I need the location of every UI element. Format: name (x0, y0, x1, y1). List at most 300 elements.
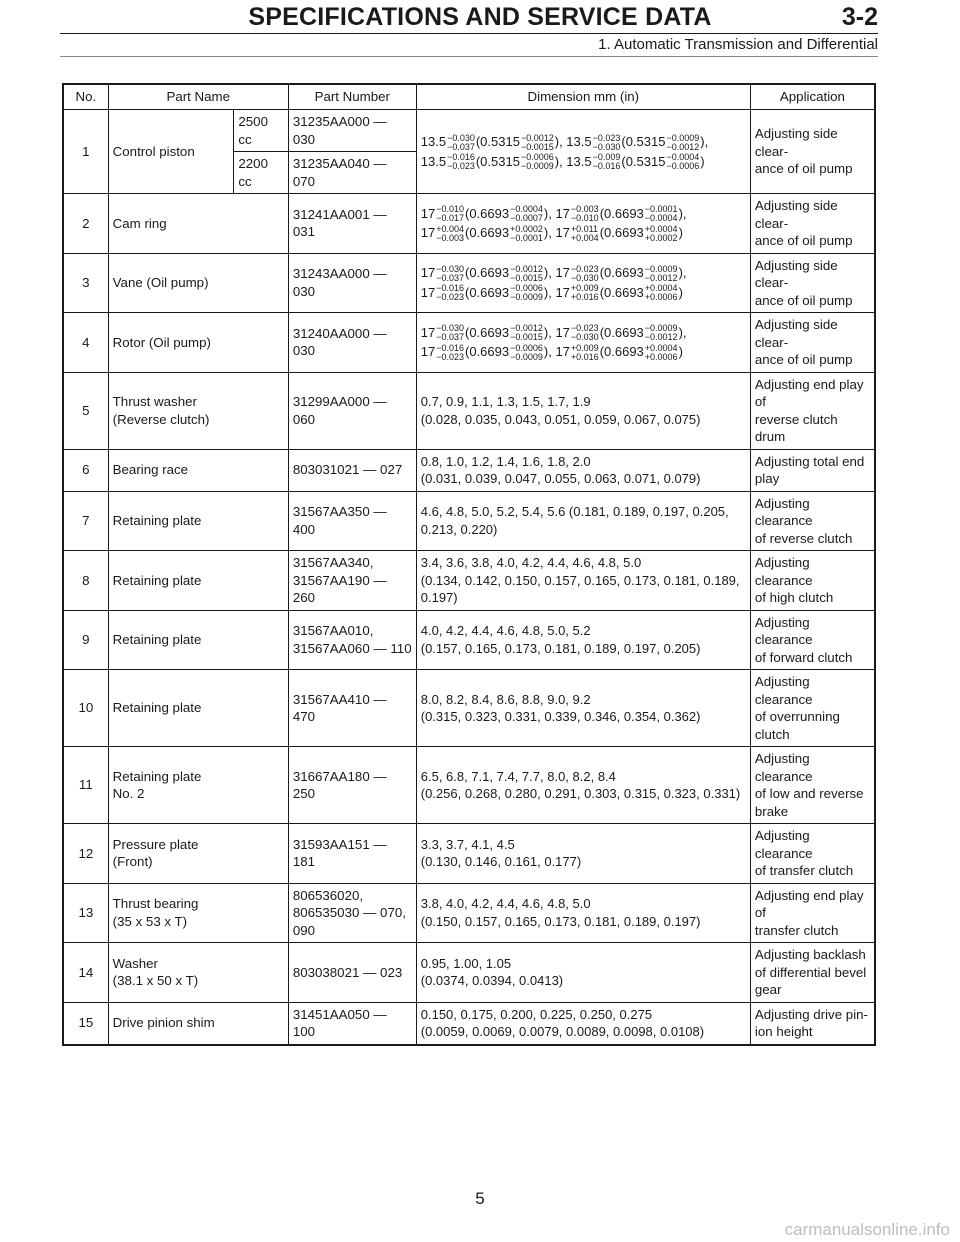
tolerance (521, 134, 554, 152)
tolerance (645, 344, 678, 362)
tolerance-upper: −0.0004 (666, 152, 700, 163)
text-line: 31243AA000 — 030 (292, 266, 387, 299)
dimension-value: 17 (420, 225, 436, 241)
application (750, 491, 875, 551)
text-line: Adjusting drive pin- (754, 1006, 868, 1022)
part-name (108, 670, 288, 747)
part-number (288, 194, 416, 254)
dimension (416, 313, 750, 373)
dimension-value: 17 (420, 324, 436, 340)
dimension (416, 491, 750, 551)
tolerance-lower: −0.0006 (666, 161, 700, 172)
text-line: Vane (Oil pump) (112, 275, 209, 290)
text-line: 31567AA340, (292, 555, 374, 570)
application (750, 313, 875, 373)
text-line: 31567AA350 — 400 (292, 504, 387, 537)
text-line: 0.197) (420, 590, 458, 605)
text-line: Adjusting side clear- (754, 198, 838, 231)
dimension-value: (0.6693 (465, 344, 510, 360)
part-name (108, 1002, 288, 1045)
dimension-value: (0.5315 (475, 153, 520, 169)
dimension-line (421, 223, 746, 243)
tolerance (645, 284, 678, 302)
text-line: Retaining plate (112, 513, 202, 528)
application (750, 824, 875, 884)
text-line: Adjusting end play of (754, 376, 864, 409)
header-divider-lower (60, 56, 878, 57)
tolerance-lower: −0.003 (436, 232, 464, 243)
row-number: 9 (63, 610, 108, 670)
part-name (108, 824, 288, 884)
tolerance-lower: −0.0001 (510, 232, 543, 243)
tolerance-lower: +0.0006 (644, 351, 678, 362)
section-subtitle: 1. Automatic Transmission and Differential (598, 36, 878, 53)
text-line: 31567AA190 — 260 (292, 572, 387, 605)
row-number: 11 (63, 747, 108, 824)
text-line: Drive pinion shim (112, 1015, 215, 1031)
table-row (63, 824, 875, 884)
part-number (288, 551, 416, 611)
tolerance-upper: −0.0012 (510, 323, 543, 334)
dimension-value: (0.6693 (599, 225, 644, 241)
tolerance-upper: +0.004 (436, 223, 464, 234)
dimension-value: ) (678, 284, 683, 300)
tolerance-upper: −0.010 (436, 204, 464, 215)
tolerance-upper: −0.009 (592, 152, 621, 163)
tolerance-upper: −0.016 (436, 283, 464, 294)
tolerance-upper: +0.0004 (644, 342, 678, 353)
tolerance (571, 284, 599, 302)
tolerance-upper: −0.0006 (510, 342, 543, 353)
dimension-value: 17 (420, 344, 436, 360)
tolerance (645, 265, 678, 283)
header-divider (60, 33, 878, 34)
dimension-line (421, 342, 746, 362)
dimension-value: ), 17 (543, 205, 570, 221)
tolerance-upper: −0.0009 (666, 132, 700, 143)
dimension (416, 670, 750, 747)
part-number (288, 1002, 416, 1045)
dimension (416, 1002, 750, 1045)
text-line: Adjusting side clear- (754, 257, 838, 290)
tolerance-lower: −0.023 (447, 161, 475, 172)
tolerance-upper: −0.023 (592, 132, 621, 143)
dimension-line (421, 323, 746, 343)
part-name (108, 313, 288, 373)
tolerance-lower: −0.0015 (510, 332, 543, 343)
application (750, 1002, 875, 1045)
dimension-value: (0.5315 (621, 133, 666, 149)
row-number: 5 (63, 372, 108, 449)
text-line: Adjusting clearance (754, 614, 813, 647)
application (750, 943, 875, 1003)
dimension-value: ), 17 (543, 225, 570, 241)
tolerance-lower: −0.030 (570, 272, 599, 283)
page-number: 5 (475, 1189, 485, 1208)
row-number: 13 (63, 883, 108, 943)
tolerance (436, 265, 464, 283)
text-line: 3.3, 3.7, 4.1, 4.5 (420, 836, 515, 852)
dimension-value: ) (700, 153, 705, 169)
text-line: 803031021 — 027 (292, 462, 403, 478)
text-line: brake (754, 803, 789, 819)
text-line: 31240AA000 — 030 (292, 325, 387, 359)
tolerance-upper: −0.0004 (510, 204, 543, 215)
part-number: 31235AA040 — 070 (288, 152, 416, 194)
tolerance (510, 284, 543, 302)
text-line: Adjusting backlash (754, 947, 866, 962)
text-line: (0.315, 0.323, 0.331, 0.339, 0.346, 0.354, 0.362) (420, 709, 701, 724)
dimension (416, 610, 750, 670)
text-line: Washer (112, 955, 158, 971)
application (750, 670, 875, 747)
tolerance (666, 134, 699, 152)
text-line: 0.213, 0.220) (420, 521, 498, 537)
dimension-value: (0.6693 (465, 225, 510, 241)
text-line: of transfer clutch (754, 863, 854, 878)
tolerance-lower: −0.037 (436, 332, 464, 343)
row-number: 12 (63, 824, 108, 884)
text-line: Adjusting end play of (754, 887, 864, 920)
text-line: (0.130, 0.146, 0.161, 0.177) (420, 854, 582, 870)
application (750, 610, 875, 670)
text-line: of reverse clutch (754, 530, 853, 546)
dimension-value: ), 13.5 (554, 133, 592, 149)
text-line: 31299AA000 — 060 (292, 394, 387, 427)
column-header-dimension: Dimension mm (in) (416, 84, 750, 110)
tolerance-upper: −0.030 (447, 132, 475, 143)
part-name (108, 943, 288, 1003)
tolerance-upper: −0.0006 (510, 283, 543, 294)
row-number: 7 (63, 491, 108, 551)
dimension-value: ), (678, 265, 687, 281)
part-number (288, 449, 416, 491)
tolerance-upper: +0.011 (570, 223, 599, 234)
row-number: 1 (63, 110, 108, 194)
table-header-row (63, 84, 875, 110)
text-line: (Front) (112, 854, 153, 870)
text-line: Rotor (Oil pump) (112, 334, 211, 350)
section-code: 3-2 (841, 3, 878, 31)
dimension-value: ) (678, 344, 683, 360)
text-line: Adjusting clearance (754, 751, 813, 784)
tolerance-upper: +0.0004 (644, 283, 678, 294)
part-name (108, 551, 288, 611)
dimension-value: (0.6693 (599, 284, 644, 300)
dimension (416, 449, 750, 491)
text-line: Retaining plate (112, 632, 202, 647)
tolerance (571, 205, 599, 223)
dimension-line (421, 132, 746, 152)
dimension-line (421, 204, 746, 224)
tolerance (436, 225, 464, 243)
text-line: (35 x 53 x T) (112, 913, 188, 929)
engine-variant: 2200 cc (234, 152, 288, 194)
part-name (108, 747, 288, 824)
dimension-value: 17 (420, 284, 436, 300)
text-line: play (754, 471, 780, 486)
dimension (416, 747, 750, 824)
table-row (63, 110, 875, 152)
row-number: 8 (63, 551, 108, 611)
column-header-part-number: Part Number (288, 84, 416, 110)
text-line: 31567AA410 — 470 (292, 691, 387, 724)
tolerance-upper: +0.0002 (510, 223, 543, 234)
tolerance-upper: −0.0009 (644, 263, 678, 274)
text-line: of high clutch (754, 590, 834, 605)
text-line: Thrust washer (112, 394, 197, 409)
table-row (63, 372, 875, 449)
part-name (108, 253, 288, 313)
part-name (108, 491, 288, 551)
dimension (416, 253, 750, 313)
text-line: 31567AA060 — 110 (292, 640, 412, 656)
tolerance-lower: −0.016 (592, 161, 621, 172)
text-line: Adjusting clearance (754, 555, 813, 588)
tolerance (666, 153, 699, 171)
tolerance-lower: −0.0012 (666, 141, 700, 152)
text-line: of overrunning clutch (754, 709, 840, 742)
text-line: (0.031, 0.039, 0.047, 0.055, 0.063, 0.071, 0.079) (420, 471, 701, 486)
text-line: 31593AA151 — 181 (292, 836, 387, 870)
part-name (108, 449, 288, 491)
tolerance-lower: −0.037 (436, 272, 464, 283)
dimension-value: ), 17 (543, 324, 570, 340)
text-line: 0.150, 0.175, 0.200, 0.225, 0.250, 0.275 (420, 1006, 653, 1022)
text-line: of differential bevel (754, 964, 867, 980)
tolerance-lower: −0.0009 (510, 351, 543, 362)
text-line: (0.256, 0.268, 0.280, 0.291, 0.303, 0.315, 0.323, 0.331) (420, 786, 741, 801)
dimension (416, 824, 750, 884)
table-row (63, 883, 875, 943)
watermark: carmanualsonline.info (784, 1220, 950, 1239)
tolerance-lower: −0.030 (592, 141, 621, 152)
tolerance-lower: −0.023 (436, 351, 464, 362)
tolerance (571, 344, 599, 362)
part-number (288, 253, 416, 313)
table-row (63, 253, 875, 313)
dimension (416, 551, 750, 611)
spec-table-body (63, 84, 875, 1045)
text-line: No. 2 (112, 786, 145, 801)
text-line: Cam ring (112, 215, 167, 231)
dimension-value: (0.6693 (599, 265, 644, 281)
application (750, 194, 875, 254)
tolerance (571, 324, 599, 342)
tolerance-upper: +0.0004 (644, 223, 678, 234)
application (750, 253, 875, 313)
dimension-value: ), 17 (543, 344, 570, 360)
table-row (63, 943, 875, 1003)
column-header-application: Application (750, 84, 875, 110)
text-line: 6.5, 6.8, 7.1, 7.4, 7.7, 8.0, 8.2, 8.4 (420, 768, 616, 784)
dimension-value: 13.5 (420, 133, 447, 149)
text-line: ance of oil pump (754, 233, 853, 248)
tolerance (447, 153, 475, 171)
tolerance (593, 134, 621, 152)
tolerance-upper: −0.030 (436, 263, 464, 274)
tolerance-lower: −0.017 (436, 213, 464, 224)
dimension-value: 17 (420, 265, 436, 281)
text-line: gear (754, 982, 782, 997)
text-line: Adjusting clearance (754, 495, 813, 528)
table-row (63, 313, 875, 373)
dimension-line (421, 152, 746, 172)
row-number: 4 (63, 313, 108, 373)
engine-variant: 2500 cc (234, 110, 288, 152)
text-line: 806535030 — 070, (292, 905, 406, 920)
tolerance-lower: −0.0012 (644, 332, 678, 343)
tolerance-upper: +0.009 (570, 283, 599, 294)
tolerance (436, 284, 464, 302)
text-line: ion height (754, 1024, 813, 1039)
tolerance-lower: −0.010 (570, 213, 599, 224)
dimension-value: (0.6693 (599, 324, 644, 340)
text-line: Pressure plate (112, 836, 199, 852)
tolerance-upper: −0.0006 (520, 152, 554, 163)
part-name: Control piston (108, 110, 234, 194)
tolerance (510, 344, 543, 362)
text-line: (0.150, 0.157, 0.165, 0.173, 0.181, 0.189, 0.197) (420, 913, 701, 929)
part-number (288, 491, 416, 551)
tolerance (645, 225, 678, 243)
table-row (63, 747, 875, 824)
tolerance (571, 225, 599, 243)
tolerance-upper: −0.0001 (644, 204, 678, 215)
dimension-value: (0.6693 (465, 265, 510, 281)
text-line: ance of oil pump (754, 292, 853, 308)
tolerance-lower: +0.004 (570, 232, 599, 243)
tolerance-lower: −0.0012 (644, 272, 678, 283)
tolerance-lower: −0.0007 (510, 213, 543, 224)
text-line: 0.8, 1.0, 1.2, 1.4, 1.6, 1.8, 2.0 (420, 453, 591, 469)
part-name (108, 372, 288, 449)
application (750, 551, 875, 611)
tolerance-lower: −0.030 (570, 332, 599, 343)
text-line: 8.0, 8.2, 8.4, 8.6, 8.8, 9.0, 9.2 (420, 691, 591, 707)
tolerance-lower: −0.0004 (644, 213, 678, 224)
dimension-value: (0.6693 (465, 324, 510, 340)
tolerance (645, 324, 678, 342)
dimension-value: ), (678, 324, 687, 340)
page-title: SPECIFICATIONS AND SERVICE DATA (248, 3, 712, 31)
text-line: (38.1 x 50 x T) (112, 973, 199, 989)
tolerance-lower: −0.0009 (510, 292, 543, 303)
dimension-value: 17 (420, 205, 436, 221)
text-line: 806536020, (292, 887, 364, 903)
text-line: transfer clutch (754, 922, 839, 938)
tolerance-upper: −0.023 (570, 263, 599, 274)
dimension-value: ), 17 (543, 265, 570, 281)
text-line: Retaining plate (112, 768, 202, 784)
text-line: (Reverse clutch) (112, 411, 210, 427)
text-line: 31567AA010, (292, 623, 374, 639)
text-line: Bearing race (112, 462, 189, 478)
row-number: 3 (63, 253, 108, 313)
tolerance-upper: −0.023 (570, 323, 599, 334)
part-number: 31235AA000 — 030 (288, 110, 416, 152)
tolerance-upper: −0.030 (436, 323, 464, 334)
text-line: 0.7, 0.9, 1.1, 1.3, 1.5, 1.7, 1.9 (420, 394, 591, 409)
application (750, 449, 875, 491)
dimension (416, 883, 750, 943)
dimension (416, 110, 750, 194)
dimension-value: (0.5315 (621, 153, 666, 169)
tolerance (510, 205, 543, 223)
part-number (288, 313, 416, 373)
text-line: reverse clutch drum (754, 411, 838, 444)
tolerance-lower: +0.0002 (644, 232, 678, 243)
text-line: ance of oil pump (754, 352, 853, 367)
dimension-value: ) (678, 225, 683, 241)
tolerance (510, 324, 543, 342)
tolerance-lower: −0.0015 (520, 141, 554, 152)
tolerance (571, 265, 599, 283)
part-number (288, 824, 416, 884)
column-header-no: No. (63, 84, 108, 110)
tolerance (447, 134, 475, 152)
dimension-line (421, 263, 746, 283)
text-line: 0.95, 1.00, 1.05 (420, 955, 512, 971)
tolerance-lower: −0.023 (436, 292, 464, 303)
text-line: 090 (292, 922, 315, 938)
dimension (416, 943, 750, 1003)
application (750, 110, 875, 194)
text-line: 31241AA001 — 031 (292, 206, 387, 240)
dimension-value: ), 17 (543, 284, 570, 300)
part-number (288, 372, 416, 449)
text-line: Thrust bearing (112, 896, 199, 912)
text-line: Adjusting clearance (754, 674, 813, 707)
tolerance (436, 205, 464, 223)
tolerance (593, 153, 621, 171)
table-row (63, 194, 875, 254)
part-name (108, 610, 288, 670)
text-line: Adjusting total end (754, 453, 865, 469)
text-line: (0.134, 0.142, 0.150, 0.157, 0.165, 0.173, 0.181, 0.189, (420, 572, 740, 588)
text-line: 4.0, 4.2, 4.4, 4.6, 4.8, 5.0, 5.2 (420, 623, 591, 639)
dimension-value: ), (700, 133, 709, 149)
part-number (288, 670, 416, 747)
application (750, 372, 875, 449)
dimension-value: (0.6693 (465, 284, 510, 300)
text-line: (0.028, 0.035, 0.043, 0.051, 0.059, 0.067, 0.075) (420, 411, 701, 427)
application (750, 883, 875, 943)
tolerance-upper: +0.009 (570, 342, 599, 353)
part-number (288, 943, 416, 1003)
dimension (416, 194, 750, 254)
text-line: 31667AA180 — 250 (292, 768, 387, 801)
text-line: (0.0374, 0.0394, 0.0413) (420, 973, 564, 989)
row-number: 10 (63, 670, 108, 747)
row-number: 15 (63, 1002, 108, 1045)
part-number (288, 610, 416, 670)
table-row (63, 670, 875, 747)
text-line: Retaining plate (112, 700, 202, 716)
tolerance (510, 265, 543, 283)
table-row (63, 610, 875, 670)
row-number: 2 (63, 194, 108, 254)
part-name (108, 883, 288, 943)
text-line: of low and reverse (754, 786, 864, 801)
tolerance (521, 153, 554, 171)
dimension-value: 13.5 (420, 153, 447, 169)
text-line: Retaining plate (112, 572, 202, 588)
tolerance-upper: −0.003 (570, 204, 599, 215)
text-line: Adjusting side clear- (754, 317, 838, 350)
tolerance-upper: −0.016 (447, 152, 475, 163)
tolerance-upper: −0.0012 (520, 132, 554, 143)
